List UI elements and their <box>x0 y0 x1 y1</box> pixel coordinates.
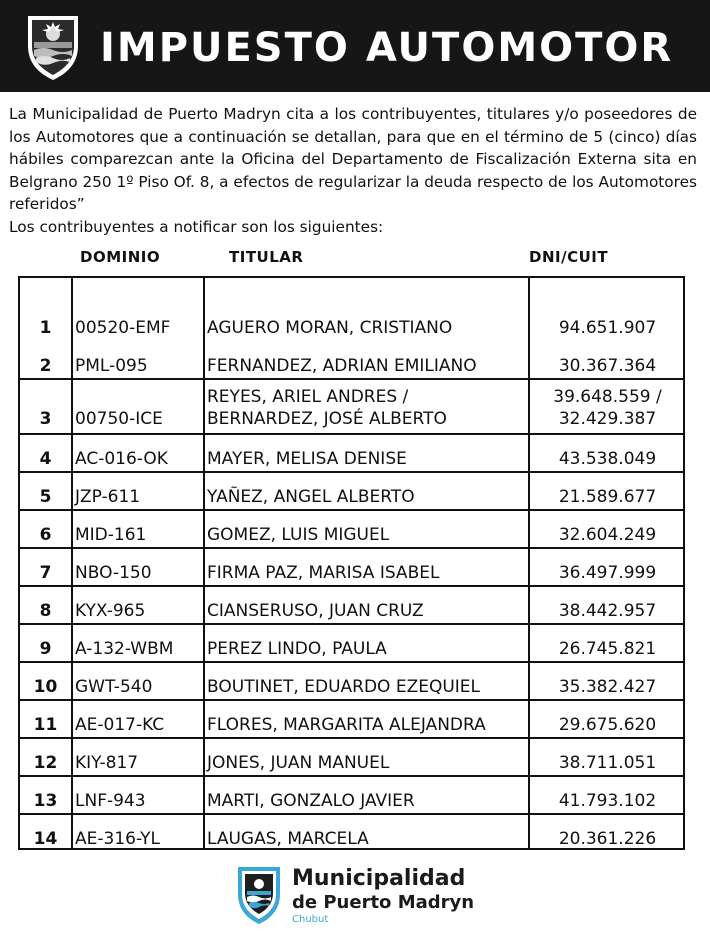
row-titular: FIRMA PAZ, MARISA ISABEL <box>207 563 440 583</box>
row-titular: GOMEZ, LUIS MIGUEL <box>207 525 390 545</box>
header-dominio: DOMINIO <box>80 248 161 266</box>
intro-paragraph: La Municipalidad de Puerto Madryn cita a los contribuyentes, titulares y/o poseedores de los Automotores que a continuación se detallan, para que en el término de 5 (cinco) días hábiles comparezcan ante la Oficina del Departamento de Fiscalización Externa sita en Belgrano 250 1º Piso Of. 8, a efectos de regularizar la deuda respecto de los Automotores referidos” <box>9 105 697 213</box>
row-number: 10 <box>33 677 58 697</box>
table-row <box>20 487 683 523</box>
row-titular-line2: BERNARDEZ, JOSÉ ALBERTO <box>207 409 447 429</box>
table-row <box>20 525 683 561</box>
row-dni: 36.497.999 <box>558 563 657 583</box>
table-row <box>20 449 683 485</box>
row-number: 12 <box>33 753 58 773</box>
row-titular: FERNANDEZ, ADRIAN EMILIANO <box>207 356 477 376</box>
row-dni: 38.442.957 <box>558 601 657 621</box>
table-row <box>20 318 683 354</box>
footer-province: Chubut <box>292 914 329 925</box>
header-dni-cuit: DNI/CUIT <box>529 248 609 266</box>
row-dni: 94.651.907 <box>558 318 657 338</box>
table-row <box>20 386 683 432</box>
row-number: 8 <box>39 601 52 621</box>
row-number: 6 <box>39 525 52 545</box>
row-number: 13 <box>33 791 58 811</box>
row-divider <box>20 433 683 435</box>
row-dominio: JZP-611 <box>75 487 141 507</box>
row-dni: 26.745.821 <box>558 639 657 659</box>
row-dni-line2: 32.429.387 <box>558 409 657 429</box>
header-titular: TITULAR <box>229 248 304 266</box>
row-dominio: AE-017-KC <box>75 715 165 735</box>
table-row <box>20 563 683 599</box>
table-row <box>20 601 683 637</box>
table-row <box>20 715 683 751</box>
intro-text <box>9 103 697 238</box>
row-dominio: LNF-943 <box>75 791 146 811</box>
row-dominio: KYX-965 <box>75 601 146 621</box>
footer-name-line1: Municipalidad <box>292 866 466 891</box>
row-number: 11 <box>33 715 58 735</box>
table-row <box>20 639 683 675</box>
footer-logo-block <box>230 862 490 928</box>
footer-name-line2: de Puerto Madryn <box>292 892 475 913</box>
row-titular: BOUTINET, EDUARDO EZEQUIEL <box>207 677 481 697</box>
table-row <box>20 753 683 789</box>
row-number: 2 <box>39 356 52 376</box>
row-titular-line1: REYES, ARIEL ANDRES / <box>207 387 409 407</box>
row-dni: 38.711.051 <box>558 753 657 773</box>
row-dominio: GWT-540 <box>75 677 153 697</box>
row-titular: MAYER, MELISA DENISE <box>207 449 407 469</box>
row-titular: LAUGAS, MARCELA <box>207 829 369 849</box>
row-titular: YAÑEZ, ANGEL ALBERTO <box>207 487 415 507</box>
row-number: 14 <box>33 829 58 849</box>
row-dni: 20.361.226 <box>558 829 657 849</box>
row-number: 1 <box>39 318 52 338</box>
table-row <box>20 791 683 827</box>
contributors-table <box>18 276 685 850</box>
row-number: 5 <box>39 487 52 507</box>
row-titular: CIANSERUSO, JUAN CRUZ <box>207 601 424 621</box>
row-dni: 43.538.049 <box>558 449 657 469</box>
municipal-shield-logo-icon <box>234 864 284 926</box>
row-titular: PEREZ LINDO, PAULA <box>207 639 387 659</box>
row-dominio: AE-316-YL <box>75 829 160 849</box>
row-dominio: A-132-WBM <box>75 639 174 659</box>
page-title: IMPUESTO AUTOMOTOR <box>100 25 674 71</box>
row-dominio: AC-016-OK <box>75 449 168 469</box>
row-dni: 21.589.677 <box>558 487 657 507</box>
row-titular: AGUERO MORAN, CRISTIANO <box>207 318 453 338</box>
row-dni: 35.382.427 <box>558 677 657 697</box>
row-dni: 30.367.364 <box>558 356 657 376</box>
row-number: 7 <box>39 563 52 583</box>
row-number: 4 <box>39 449 52 469</box>
row-dominio: 00520-EMF <box>75 318 171 338</box>
row-dominio: 00750-ICE <box>75 409 163 429</box>
table-row <box>20 829 683 865</box>
row-dominio: PML-095 <box>75 356 148 376</box>
table-row <box>20 677 683 713</box>
row-dominio: KIY-817 <box>75 753 139 773</box>
row-dni: 32.604.249 <box>558 525 657 545</box>
row-dni: 41.793.102 <box>558 791 657 811</box>
row-number: 9 <box>39 639 52 659</box>
row-titular: MARTI, GONZALO JAVIER <box>207 791 415 811</box>
municipal-crest-icon <box>22 12 84 82</box>
row-dominio: NBO-150 <box>75 563 152 583</box>
row-dominio: MID-161 <box>75 525 147 545</box>
row-titular: FLORES, MARGARITA ALEJANDRA <box>207 715 486 735</box>
intro-list-caption: Los contribuyentes a notificar son los siguientes: <box>9 217 384 236</box>
row-dni: 29.675.620 <box>558 715 657 735</box>
row-dni-line1: 39.648.559 / <box>553 387 662 407</box>
row-titular: JONES, JUAN MANUEL <box>207 753 390 773</box>
header-banner <box>0 0 710 92</box>
row-number: 3 <box>39 409 52 429</box>
